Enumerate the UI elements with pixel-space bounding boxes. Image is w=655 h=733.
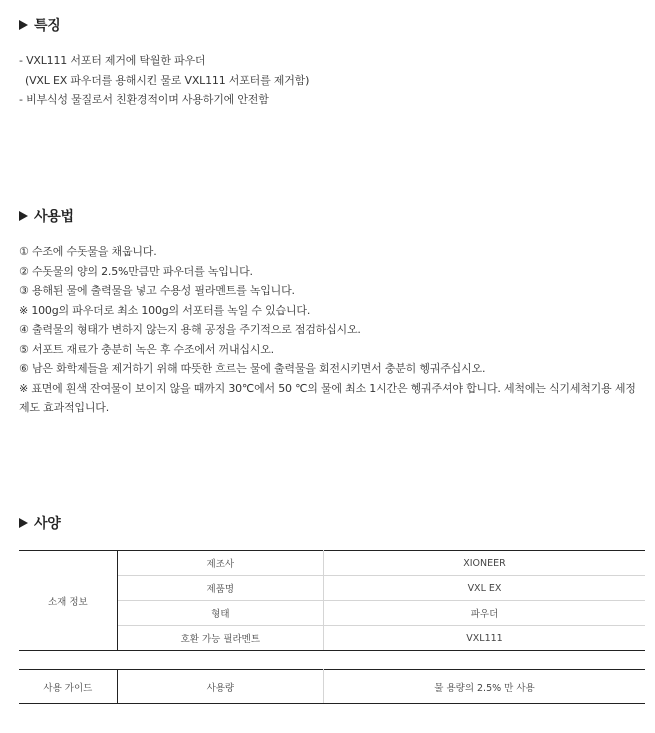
spec-key: 형태 [117,601,323,626]
feature-line: - VXL111 서포터 제거에 탁월한 파우더 [19,54,206,67]
usage-step: ③ 용해된 물에 출력물을 넣고 수용성 필라멘트를 녹입니다. [19,284,295,297]
spec-value: 물 용량의 2.5% 만 사용 [324,670,646,704]
usage-note: ※ 100g의 파우더로 최소 100g의 서포터를 녹일 수 있습니다. [19,303,311,317]
spec-key: 제조사 [117,551,323,576]
usage-step: ⑥ 남은 화학제들을 제거하기 위해 따뜻한 흐르는 물에 출력물을 회전시키면서 충분히 헹궈주십시오. [19,362,486,375]
usage-guide-table [19,669,645,704]
usage-guide-label: 사용 가이드 [19,670,117,704]
triangle-bullet-icon [19,20,28,30]
usage-step: ① 수조에 수돗물을 채웁니다. [19,245,157,258]
feature-line: - 비부식성 물질로서 친환경적이며 사용하기에 안전함 [19,93,269,106]
table-row [19,670,645,704]
table-row [19,551,645,576]
usage-step: ④ 출력물의 형태가 변하지 않는지 용해 공정을 주기적으로 점검하십시오. [19,323,361,336]
usage-step: ⑤ 서포트 재료가 충분히 녹은 후 수조에서 꺼내십시오. [19,342,274,356]
spec-value: 파우더 [323,601,645,626]
usage-heading: 사용법 [19,206,74,226]
material-info-table [19,550,645,651]
triangle-bullet-icon [19,518,28,528]
spec-value: XIONEER [323,551,645,576]
spec-value: VXL EX [323,576,645,601]
usage-step: ② 수돗물의 양의 2.5%만큼만 파우더를 녹입니다. [19,264,253,278]
spec-value: VXL111 [323,626,645,651]
features-list [19,51,644,110]
usage-note: ※ 표면에 흰색 잔여물이 보이지 않을 때까지 30℃에서 50 ℃의 물에 최소 1시간은 헹궈주셔야 합니다. 세척에는 식기세척기용 세정제도 효과적입니다. [19,381,636,414]
spec-key: 호환 가능 필라멘트 [117,626,323,651]
feature-line: (VXL EX 파우더를 용해시킨 물로 VXL111 서포터를 제거함) [25,73,310,87]
features-heading: 특징 [19,15,60,35]
spec-key: 사용량 [117,670,323,704]
triangle-bullet-icon [19,211,28,221]
specs-heading: 사양 [19,513,60,533]
spec-key: 제품명 [117,576,323,601]
usage-list [19,242,644,418]
material-info-label: 소재 정보 [19,551,117,651]
